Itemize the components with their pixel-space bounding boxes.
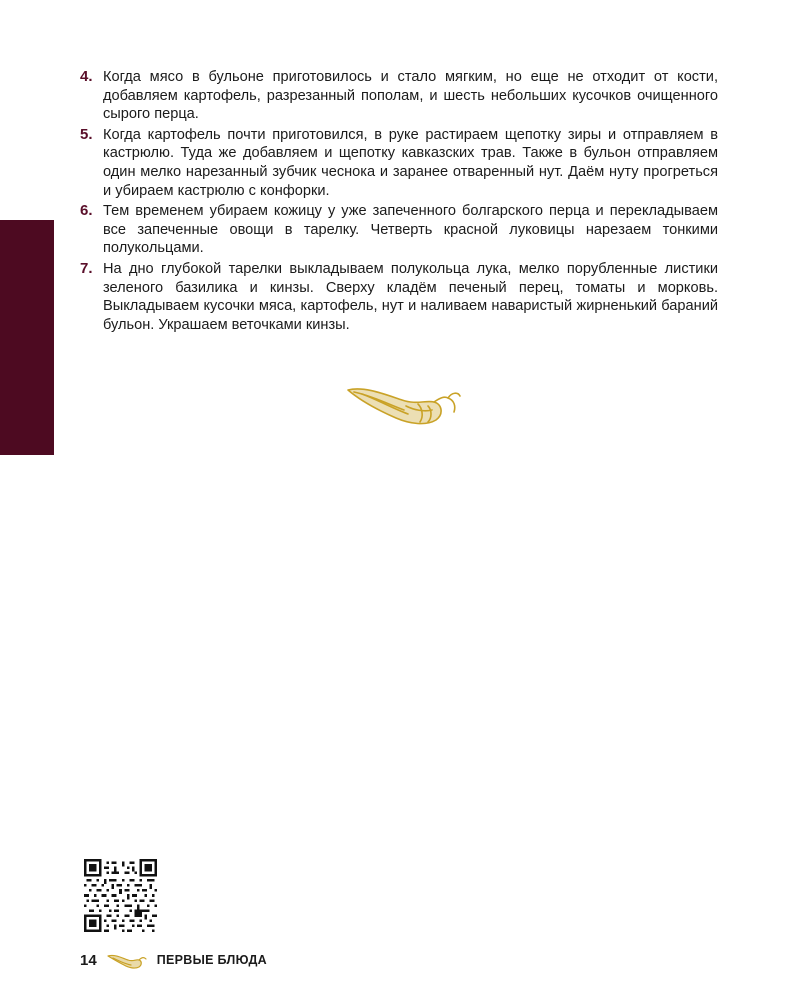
step-number: 7. [80,259,93,277]
recipe-step [80,126,718,200]
recipe-steps [80,68,718,336]
qr-code [84,859,157,932]
chili-pepper-icon [344,380,464,430]
step-text: Тем временем убираем кожицу у уже запеченного болгарского перца и перекладываем все запеченные овощи в тарелку. Четверть красной луковицы нарeзаем тонкими полукольцами. [103,203,718,257]
recipe-step [80,68,718,124]
page-number: 14 [80,951,97,969]
side-color-band [0,220,54,455]
step-number: 4. [80,68,93,85]
recipe-step [80,260,718,334]
step-number: 6. [80,202,93,220]
section-title: ПЕРВЫЕ БЛЮДА [156,953,267,967]
step-text: Когда мясо в бульоне приготовилось и стало мягким, но еще не отходит от кости, добавляем картофель, разрезанный пополам, и шесть небольших кусочков очищенного сырого перца. [103,69,718,123]
recipe-step [80,202,718,258]
chili-pepper-icon [107,951,147,969]
step-text: Когда картофель почти приготовился, в руке растираем щепотку зиры и отправляем в кастрюлю. Туда же добавляем и щепотку кавказских трав. Также в бульон отправляем один мелко нарезанный зубчик чеснока и заранее отваренный нут. Даём нуту прогреться и убираем кастрюлю с конфорки. [103,126,718,199]
page-footer [80,949,267,971]
step-number: 5. [80,125,93,143]
step-text: На дно глубокой тарелки выкладываем полукольца лука, мелко порубленные листики зеленого базилика и кинзы. Сверху кладём печеный перец, томаты и морковь. Выкладываем кусочки мяса, картофель, нут и наливаем наваристый жирненький бараний бульон. Украшаем веточками кинзы. [103,260,718,333]
